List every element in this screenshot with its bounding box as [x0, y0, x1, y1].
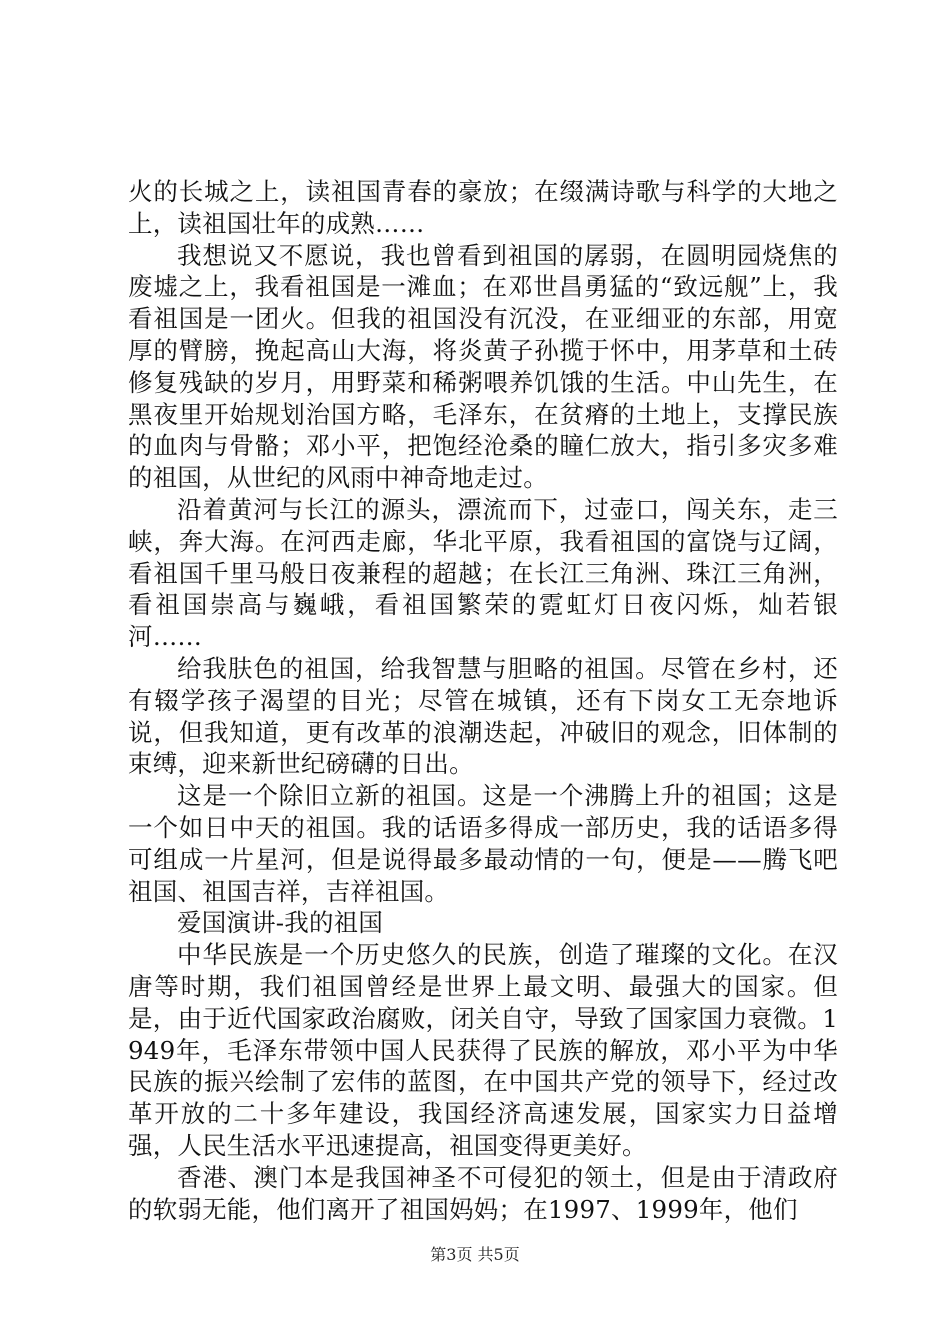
paragraph-4: 给我肤色的祖国，给我智慧与胆略的祖国。尽管在乡村，还有辍学孩子渴望的目光；尽管在城镇，还有下岗女工无奈地诉说，但我知道，更有改革的浪潮迭起，冲破旧的观念，旧体制的束缚，迎来新世纪磅礴的日出。	[128, 653, 838, 779]
paragraph-1: 火的长城之上，读祖国青春的豪放；在缀满诗歌与科学的大地之上，读祖国壮年的成熟……	[128, 177, 838, 238]
section-heading: 爱国演讲-我的祖国	[177, 908, 384, 938]
page-number-footer: 第3页 共5页	[430, 1245, 520, 1264]
body-text	[128, 176, 838, 1225]
paragraph-2: 我想说又不愿说，我也曾看到祖国的孱弱，在圆明园烧焦的废墟之上，我看祖国是一滩血；在邓世昌勇猛的“致远舰”上，我看祖国是一团火。但我的祖国没有沉没，在亚细亚的东部，用宽厚的臂膀，挽起高山大海，将炎黄子孙揽于怀中，用茅草和土砖修复残缺的岁月，用野菜和稀粥喂养饥饿的生活。中山先生，在黑夜里开始规划治国方略，毛泽东，在贫瘠的土地上，支撑民族的血肉与骨骼；邓小平，把饱经沧桑的瞳仁放大，指引多灾多难的祖国，从世纪的风雨中神奇地走过。	[128, 240, 838, 493]
paragraph-3: 沿着黄河与长江的源头，漂流而下，过壶口，闯关东，走三峡，奔大海。在河西走廊，华北平原，我看祖国的富饶与辽阔，看祖国千里马般日夜兼程的超越；在长江三角洲、珠江三角洲，看祖国崇高与巍峨，看祖国繁荣的霓虹灯日夜闪烁，灿若银河……	[128, 494, 838, 652]
paragraph-5: 这是一个除旧立新的祖国。这是一个沸腾上升的祖国；这是一个如日中天的祖国。我的话语多得成一部历史，我的话语多得可组成一片星河，但是说得最多最动情的一句，便是——腾飞吧祖国、祖国吉祥，吉祥祖国。	[128, 781, 838, 906]
paragraph-7: 香港、澳门本是我国神圣不可侵犯的领土，但是由于清政府的软弱无能，他们离开了祖国妈妈；在1997、1999年，他们	[128, 1162, 838, 1224]
paragraph-6: 中华民族是一个历史悠久的民族，创造了璀璨的文化。在汉唐等时期，我们祖国曾经是世界上最文明、最强大的国家。但是，由于近代国家政治腐败，闭关自守，导致了国家国力衰微。1949年，毛泽东带领中国人民获得了民族的解放，邓小平为中华民族的振兴绘制了宏伟的蓝图，在中国共产党的领导下，经过改革开放的二十多年建设，我国经济高速发展，国家实力日益增强，人民生活水平迅速提高，祖国变得更美好。	[128, 940, 838, 1160]
